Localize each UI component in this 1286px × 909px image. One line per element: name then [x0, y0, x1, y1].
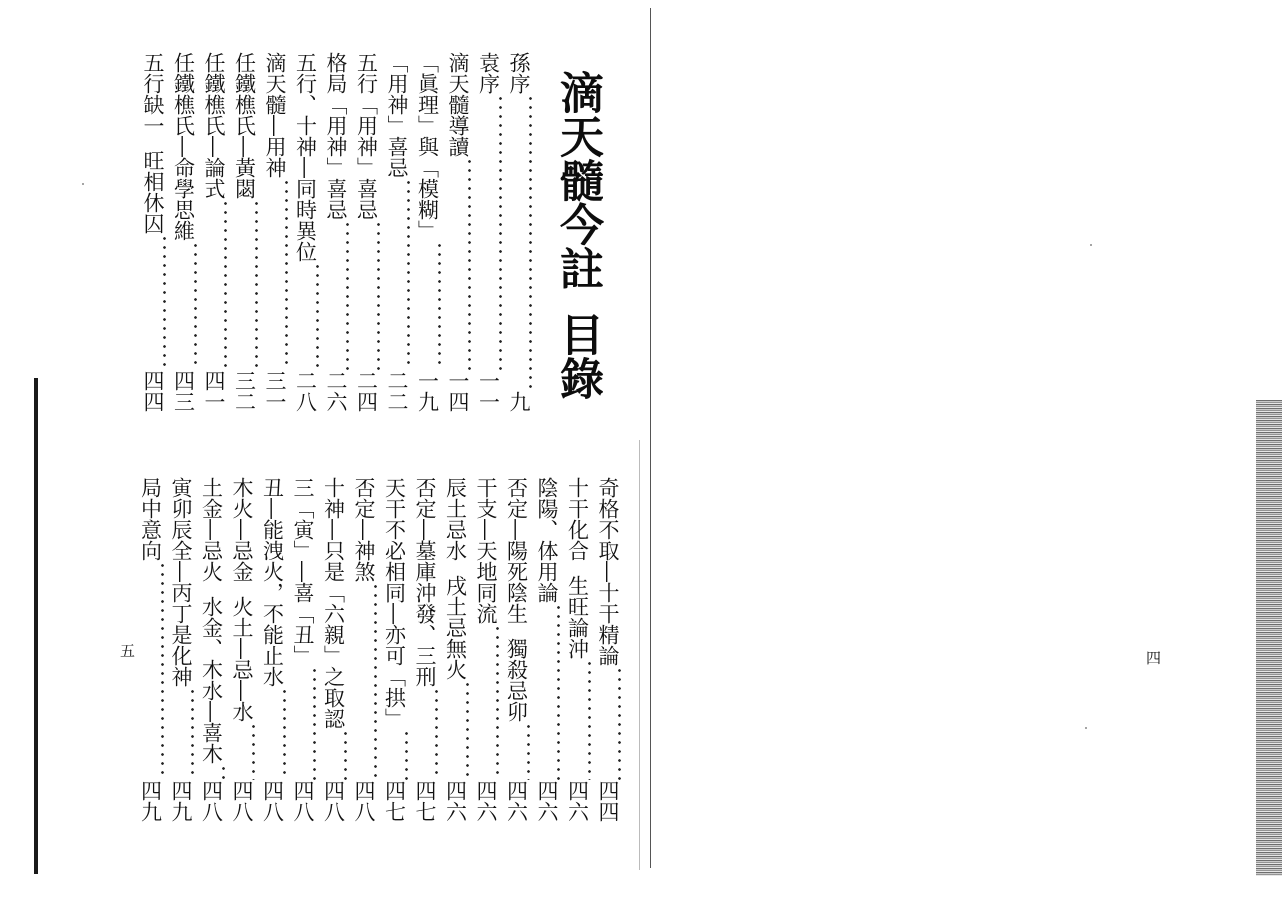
toc-entry-title: 土金―忌火 — [199, 477, 224, 582]
toc-leader-dots — [222, 764, 225, 780]
toc-entry-page: 二二 — [385, 370, 409, 412]
toc-entry — [414, 52, 441, 422]
right-edge-scan-noise — [1256, 400, 1282, 876]
toc-entry — [411, 477, 438, 832]
toc-entry — [353, 52, 380, 422]
toc-entry-subtitle: 火土―忌―水 — [230, 596, 254, 722]
toc-entry-subtitle: 生旺論沖 — [565, 575, 590, 659]
dust-speck — [1090, 244, 1092, 246]
title-main: 滴天髓今註 — [552, 70, 603, 290]
toc-entry — [381, 477, 408, 832]
toc-entry-page: 四四 — [596, 780, 620, 822]
toc-entry-page: 一四 — [446, 370, 470, 412]
toc-entry-title: 局中意向 — [138, 477, 163, 561]
dust-speck — [82, 183, 84, 185]
toc-leader-dots — [161, 561, 164, 780]
toc-entry-title: 孫序 — [507, 52, 531, 94]
toc-entry-page: 四八 — [321, 780, 346, 822]
toc-entry-title: 天干不必相同―亦可「拱」 — [382, 477, 407, 729]
toc-entry-page: 四九 — [138, 780, 163, 822]
toc-entry-title: 任鐵樵氏―論式 — [202, 52, 226, 199]
toc-entry — [503, 477, 530, 832]
toc-leader-dots — [557, 603, 560, 780]
toc-entry — [289, 477, 316, 832]
toc-entry — [259, 477, 286, 832]
toc-leader-dots — [438, 241, 441, 370]
gutter-line — [650, 8, 651, 868]
toc-entry — [564, 477, 591, 832]
toc-leader-dots — [374, 582, 377, 780]
toc-entry-title: 奇格不取―十干精論 — [596, 477, 620, 666]
toc-entry-title: 三「寅」―喜「丑」 — [291, 477, 315, 666]
dust-speck — [1085, 727, 1087, 729]
toc-leader-dots — [618, 666, 621, 780]
toc-leader-dots — [191, 687, 194, 780]
toc-entry-title: 「眞理」與「模糊」 — [415, 52, 440, 241]
toc-entry — [350, 477, 377, 832]
toc-entry — [137, 477, 164, 832]
toc-entry-title: 否定―神煞 — [352, 477, 376, 582]
toc-entry-title: 袁序 — [476, 52, 501, 94]
toc-leader-dots — [224, 199, 227, 370]
toc-entry-title: 十干化合 — [565, 477, 590, 561]
toc-entry — [442, 477, 469, 832]
toc-entry-title: 任鐵樵氏―黃閟 — [232, 52, 257, 199]
toc-entry — [228, 477, 255, 832]
toc-entry — [200, 52, 227, 422]
toc-leader-dots — [346, 220, 349, 370]
toc-leader-dots — [344, 729, 347, 780]
toc-entry-title: 格局「用神」喜忌 — [324, 52, 348, 220]
toc-entry-title: 十神―只是「六親」之取認 — [321, 477, 346, 729]
toc-leader-dots — [252, 722, 255, 780]
toc-entry — [170, 52, 197, 422]
toc-entry-title: 任鐵樵氏―命學思維 — [171, 52, 196, 241]
toc-entry — [139, 52, 166, 422]
toc-entry — [383, 52, 410, 422]
toc-entry-title: 滴天髓導讀 — [446, 52, 470, 157]
toc-entry-page: 四九 — [169, 780, 193, 822]
toc-entry-page: 四八 — [260, 780, 285, 822]
toc-leader-dots — [499, 94, 502, 370]
toc-leader-dots — [529, 94, 532, 391]
toc-entry-page: 四六 — [474, 780, 498, 822]
toc-leader-dots — [435, 687, 438, 780]
toc-leader-dots — [377, 220, 380, 370]
toc-entry-page: 三二 — [232, 370, 257, 412]
toc-entry-title: 五行「用神」喜忌 — [354, 52, 379, 220]
toc-entry-title: 否定―陽死陰生 — [504, 477, 529, 624]
toc-entry-title: 辰土忌水 — [443, 477, 468, 561]
toc-entry — [167, 477, 194, 832]
toc-leader-dots — [283, 687, 286, 780]
toc-entry-title: 五行、十神―同時異位 — [293, 52, 318, 262]
toc-entry — [594, 477, 621, 832]
toc-leader-dots — [405, 729, 408, 780]
toc-entry-title: 干支―天地同流 — [474, 477, 498, 624]
toc-leader-dots — [466, 680, 469, 780]
toc-leader-dots — [194, 241, 197, 370]
toc-entry — [261, 52, 288, 422]
toc-entry-page: 四六 — [565, 780, 590, 822]
toc-entry-subtitle: 旺相休囚 — [141, 150, 165, 234]
gutter-shadow — [639, 440, 640, 870]
toc-leader-dots — [407, 178, 410, 370]
toc-leader-dots — [527, 722, 530, 780]
toc-entry — [198, 477, 225, 832]
page-title — [553, 70, 601, 400]
left-edge-line — [34, 378, 38, 874]
toc-entry-page: 一一 — [476, 370, 501, 412]
toc-entry — [320, 477, 347, 832]
toc-leader-dots — [163, 234, 166, 370]
toc-entry-title: 木火―忌金 — [230, 477, 254, 582]
toc-entry-page: 四八 — [230, 780, 254, 822]
page-number-left: 五 — [120, 642, 136, 660]
toc-entry-title: 寅卯辰全―丙丁是化神 — [169, 477, 193, 687]
toc-entry-title: 滴天髓―用神 — [263, 52, 287, 178]
toc-entry-page: 四八 — [352, 780, 376, 822]
toc-leader-dots — [313, 666, 316, 780]
toc-entry-page: 三一 — [263, 370, 287, 412]
toc-entry-page: 四七 — [382, 780, 407, 822]
toc-entry-page: 四七 — [413, 780, 437, 822]
toc-entry-page: 四六 — [535, 780, 559, 822]
toc-entry-subtitle: 獨殺忌卯 — [504, 638, 529, 722]
toc-entry-page: 二六 — [324, 370, 348, 412]
toc-entry-title: 陰陽、体用論 — [535, 477, 559, 603]
toc-entry — [475, 52, 502, 422]
page-number-right: 四 — [1146, 649, 1162, 667]
toc-entry-page: 九 — [507, 391, 531, 412]
toc-entry-page: 四四 — [141, 370, 165, 412]
toc-entry-page: 四八 — [199, 780, 224, 822]
toc-leader-dots — [468, 157, 471, 370]
toc-entry — [472, 477, 499, 832]
toc-entry-page: 四八 — [291, 780, 315, 822]
toc-entry-subtitle: 戌土忌無火 — [443, 575, 468, 680]
toc-entry-title: 丑―能洩火，不能止水 — [260, 477, 285, 687]
toc-entry — [444, 52, 471, 422]
toc-leader-dots — [255, 199, 258, 370]
toc-leader-dots — [316, 262, 319, 370]
toc-entry — [231, 52, 258, 422]
toc-entry-title: 五行缺一 — [141, 52, 165, 136]
toc-leader-dots — [496, 624, 499, 780]
toc-entry-page: 四六 — [443, 780, 468, 822]
toc-entry-page: 四三 — [171, 370, 196, 412]
toc-entry-title: 否定―墓庫沖發、三刑 — [413, 477, 437, 687]
toc-leader-dots — [285, 178, 288, 370]
toc-entry — [322, 52, 349, 422]
title-sub: 目錄 — [552, 312, 603, 400]
toc-entry-page: 四一 — [202, 370, 226, 412]
toc-entry — [505, 52, 532, 422]
toc-entry-title: 「用神」喜忌 — [385, 52, 409, 178]
toc-entry-page: 一九 — [415, 370, 440, 412]
toc-entry-page: 四六 — [504, 780, 529, 822]
toc-entry-page: 二八 — [293, 370, 318, 412]
toc-entry-subtitle: 水金、木水―喜木 — [199, 596, 224, 764]
toc-leader-dots — [588, 659, 591, 780]
toc-entry-page: 二四 — [354, 370, 379, 412]
toc-entry — [533, 477, 560, 832]
toc-entry — [292, 52, 319, 422]
